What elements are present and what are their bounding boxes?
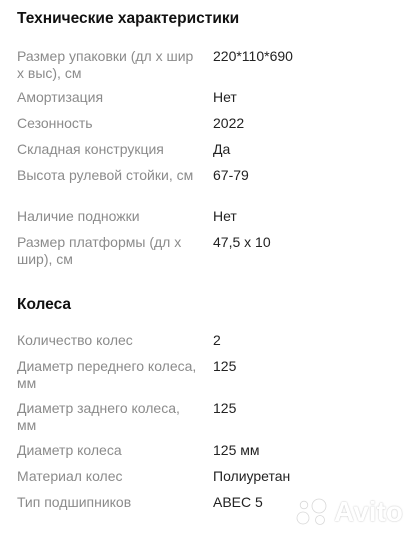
spec-label: Диаметр заднего колеса, мм bbox=[17, 400, 180, 433]
spec-label: Размер упаковки (дл х шир х выс), см bbox=[17, 48, 194, 81]
spec-label: Складная конструкция bbox=[17, 141, 164, 157]
spec-value: 67-79 bbox=[213, 167, 249, 183]
avito-watermark-text: Avito bbox=[334, 496, 403, 527]
avito-dots-icon bbox=[292, 497, 332, 527]
spec-value: 125 мм bbox=[213, 442, 260, 458]
spec-label: Высота рулевой стойки, см bbox=[17, 167, 194, 183]
spec-row-rear-wheel-diameter bbox=[17, 400, 407, 434]
spec-row-package-size bbox=[17, 48, 407, 82]
spec-label: Сезонность bbox=[17, 115, 93, 131]
spec-label: Наличие подножки bbox=[17, 208, 140, 224]
spec-row-handlebar-height bbox=[17, 167, 407, 201]
avito-watermark bbox=[292, 497, 403, 527]
spec-value: Полиуретан bbox=[213, 468, 291, 484]
spec-value: 125 bbox=[213, 358, 237, 374]
section-title-wheels: Колеса bbox=[17, 296, 72, 313]
spec-label: Амортизация bbox=[17, 89, 104, 105]
spec-label: Размер платформы (дл х шир), см bbox=[17, 234, 182, 267]
spec-value: Нет bbox=[213, 89, 237, 105]
spec-label: Диаметр переднего колеса, мм bbox=[17, 358, 197, 391]
section-title-specs: Технические характеристики bbox=[17, 10, 240, 27]
spec-value: 2 bbox=[213, 332, 221, 348]
spec-value: ABEC 5 bbox=[213, 494, 263, 510]
spec-value: 2022 bbox=[213, 115, 245, 131]
spec-value: 220*110*690 bbox=[213, 48, 293, 64]
spec-row-front-wheel-diameter bbox=[17, 358, 407, 392]
spec-label: Диаметр колеса bbox=[17, 442, 122, 458]
spec-value: 47,5 х 10 bbox=[213, 234, 271, 250]
spec-label: Материал колес bbox=[17, 468, 123, 484]
spec-label: Тип подшипников bbox=[17, 494, 132, 510]
spec-value: Да bbox=[213, 141, 231, 157]
spec-value: Нет bbox=[213, 208, 237, 224]
spec-row-platform-size bbox=[17, 234, 407, 268]
spec-label: Количество колес bbox=[17, 332, 133, 348]
spec-value: 125 bbox=[213, 400, 237, 416]
